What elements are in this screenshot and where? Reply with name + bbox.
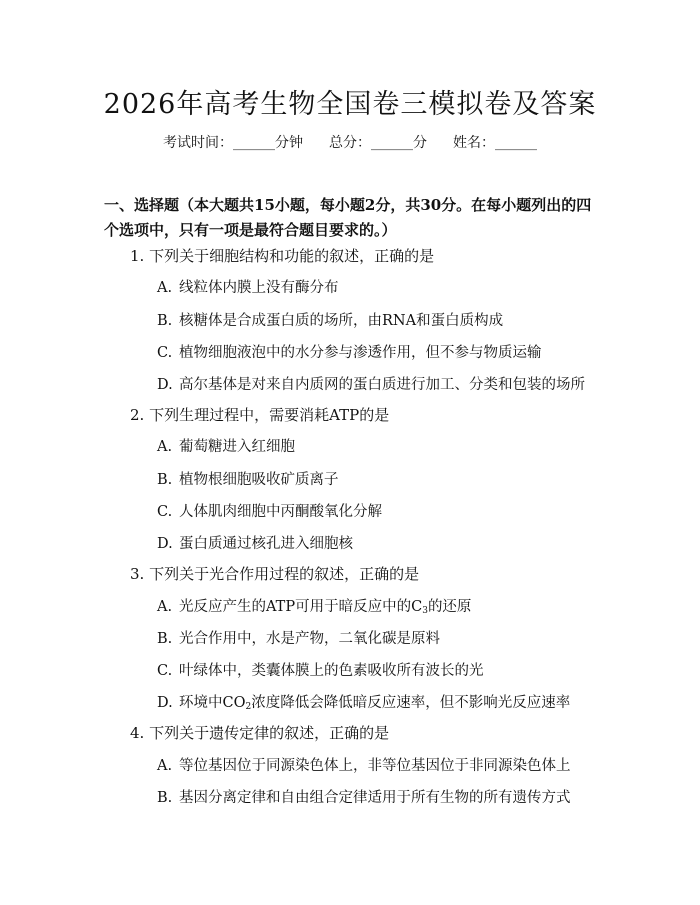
option-text: 核糖体是合成蛋白质的场所，由RNA和蛋白质构成 xyxy=(179,313,504,329)
option-text: 植物细胞液泡中的水分参与渗透作用，但不参与物质运输 xyxy=(179,345,542,361)
option-letter: D. xyxy=(157,695,173,711)
option-b xyxy=(157,627,440,648)
question-stem: 4. 下列关于遗传定律的叙述，正确的是 xyxy=(130,724,390,742)
option-letter: C. xyxy=(157,504,173,520)
question-stem: 2. 下列生理过程中，需要消耗ATP的是 xyxy=(130,406,390,424)
option-text: 等位基因位于同源染色体上，非等位基因位于非同源染色体上 xyxy=(179,758,571,774)
option-letter: A. xyxy=(157,599,173,615)
question-stem: 1. 下列关于细胞结构和功能的叙述，正确的是 xyxy=(130,247,435,265)
option-text: 叶绿体中，类囊体膜上的色素吸收所有波长的光 xyxy=(179,663,484,679)
exam-meta xyxy=(0,132,700,152)
option-text: 葡萄糖进入红细胞 xyxy=(179,439,295,455)
option-text: 线粒体内膜上没有酶分布 xyxy=(179,280,339,296)
option-d xyxy=(157,691,570,712)
option-letter: A. xyxy=(157,439,173,455)
option-b xyxy=(157,786,571,807)
option-d xyxy=(157,373,585,394)
option-letter: D. xyxy=(157,536,173,552)
option-letter: B. xyxy=(157,472,173,488)
option-letter: B. xyxy=(157,790,173,806)
option-letter: A. xyxy=(157,280,173,296)
option-a xyxy=(157,276,339,297)
option-letter: C. xyxy=(157,345,173,361)
option-letter: A. xyxy=(157,758,173,774)
option-text: 蛋白质通过核孔进入细胞核 xyxy=(179,536,353,552)
option-a xyxy=(157,754,571,775)
option-text: 植物根细胞吸收矿质离子 xyxy=(179,472,339,488)
option-letter: B. xyxy=(157,631,173,647)
option-c xyxy=(157,659,484,680)
option-text: 环境中CO xyxy=(179,695,246,711)
option-text: 基因分离定律和自由组合定律适用于所有生物的所有遗传方式 xyxy=(179,790,571,806)
option-letter: B. xyxy=(157,313,173,329)
subscript: 2 xyxy=(245,702,252,712)
section-heading: 一、选择题（本大题共15小题，每小题2分，共30分。在每小题列出的四个选项中，只有一项是最符合题目要求的。） xyxy=(104,196,592,239)
total-score-field: 总分：______分 xyxy=(329,135,427,151)
option-letter: C. xyxy=(157,663,173,679)
exam-time-field: 考试时间：______分钟 xyxy=(163,135,303,151)
option-b xyxy=(157,309,503,330)
option-b xyxy=(157,468,339,489)
page-title: 2026年高考生物全国卷三模拟卷及答案 xyxy=(103,89,597,120)
option-text: 浓度降低会降低暗反应速率，但不影响光反应速率 xyxy=(251,695,571,711)
option-letter: D. xyxy=(157,377,173,393)
subscript: 3 xyxy=(422,606,428,616)
option-text: 高尔基体是对来自内质网的蛋白质进行加工、分类和包装的场所 xyxy=(179,377,585,393)
option-text: 光合作用中，水是产物，二氧化碳是原料 xyxy=(179,631,440,647)
question-stem: 3. 下列关于光合作用过程的叙述，正确的是 xyxy=(130,565,420,583)
name-field: 姓名：______ xyxy=(453,135,537,151)
option-text: 的还原 xyxy=(427,599,472,615)
option-text: 光反应产生的ATP可用于暗反应中的C xyxy=(179,599,423,615)
option-c xyxy=(157,341,542,362)
option-text: 人体肌肉细胞中丙酮酸氧化分解 xyxy=(179,504,382,520)
option-c xyxy=(157,500,382,521)
option-a xyxy=(157,435,295,456)
option-d xyxy=(157,532,353,553)
option-a xyxy=(157,595,471,616)
